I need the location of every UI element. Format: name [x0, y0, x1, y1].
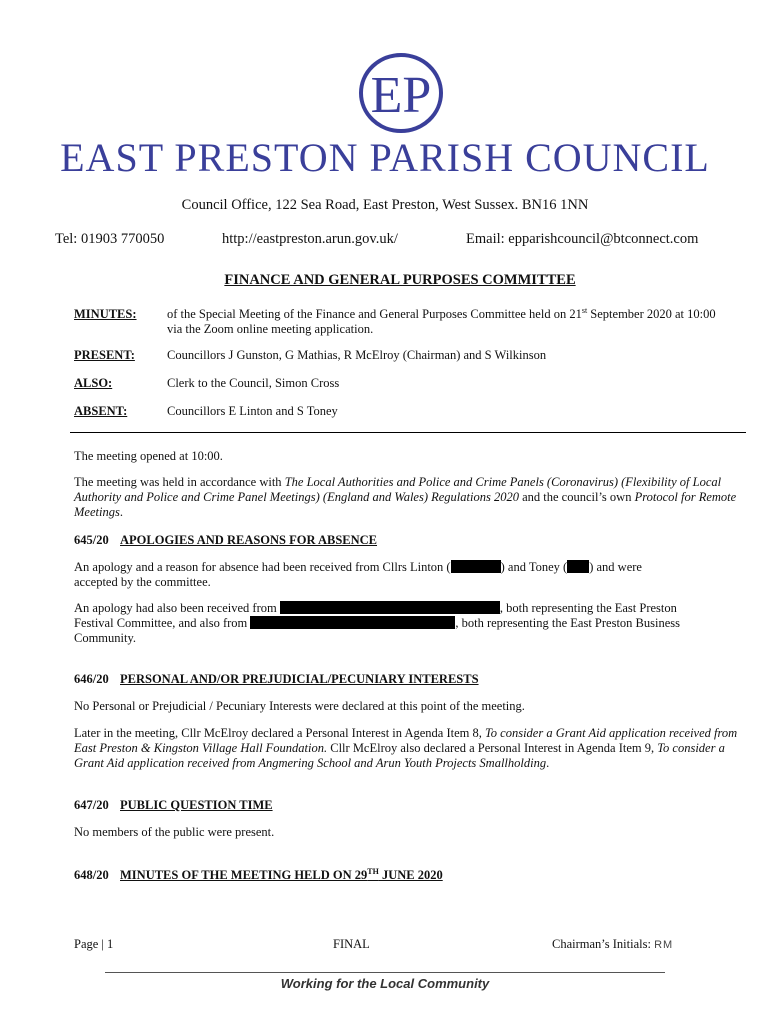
- redaction: [280, 601, 500, 614]
- email-address[interactable]: Email: epparishcouncil@btconnect.com: [466, 231, 699, 247]
- footer-tagline: Working for the Local Community: [280, 976, 490, 991]
- minutes-label: MINUTES:: [74, 307, 137, 321]
- divider: [70, 432, 746, 433]
- redaction: [451, 560, 501, 573]
- document-status: FINAL: [333, 937, 370, 951]
- page-number: Page | 1: [74, 937, 114, 951]
- footer-divider: [105, 972, 665, 973]
- item-646-heading: 646/20 PERSONAL AND/OR PREJUDICIAL/PECUNIARY INTERESTS: [74, 672, 479, 686]
- committee-title: FINANCE AND GENERAL PURPOSES COMMITTEE: [224, 272, 576, 288]
- telephone: Tel: 01903 770050: [55, 231, 165, 247]
- present-value: Councillors J Gunston, G Mathias, R McElroy (Chairman) and S Wilkinson: [167, 348, 547, 362]
- apologies-paragraph-1: An apology and a reason for absence had been received from Cllrs Linton ( ) and Toney ( ) and were accepted by the committee.: [74, 560, 642, 589]
- minutes-value: of the Special Meeting of the Finance and General Purposes Committee held on 21st September 2020 at 10:00 via the Zoom online meeting application.: [167, 305, 716, 336]
- apologies-paragraph-2: An apology had also been received from , both representing the East Preston Festival Committee, and also from , both representing the East Preston Business Community.: [74, 601, 680, 645]
- public-paragraph: No members of the public were present.: [74, 825, 275, 839]
- council-logo: [356, 52, 446, 134]
- redaction: [567, 560, 589, 573]
- absent-value: Councillors E Linton and S Toney: [167, 404, 338, 418]
- website-link[interactable]: http://eastpreston.arun.gov.uk/: [222, 231, 398, 247]
- item-648-heading: 648/20 MINUTES OF THE MEETING HELD ON 29TH JUNE 2020: [74, 866, 443, 882]
- interests-paragraph-1: No Personal or Prejudicial / Pecuniary Interests were declared at this point of the meeting.: [74, 699, 525, 713]
- meeting-held-paragraph: The meeting was held in accordance with The Local Authorities and Police and Crime Panels (Coronavirus) (Flexibility of Local Authority and Police and Crime Panel Meetings) (England and Wales) Regulations 2020 and the council’s own Protocol for Remote Meetings.: [74, 475, 737, 519]
- also-label: ALSO:: [74, 376, 113, 390]
- council-name: EAST PRESTON PARISH COUNCIL: [60, 135, 710, 180]
- absent-label: ABSENT:: [74, 404, 128, 418]
- council-address: Council Office, 122 Sea Road, East Preston, West Sussex. BN16 1NN: [181, 197, 589, 213]
- meeting-opened: The meeting opened at 10:00.: [74, 449, 223, 463]
- present-label: PRESENT:: [74, 348, 135, 362]
- chairman-initials: Chairman’s Initials: RM: [552, 937, 674, 951]
- item-645-heading: 645/20 APOLOGIES AND REASONS FOR ABSENCE: [74, 533, 378, 547]
- item-647-heading: 647/20 PUBLIC QUESTION TIME: [74, 798, 273, 812]
- logo-letters: EP: [370, 67, 432, 124]
- redaction: [250, 616, 455, 629]
- interests-paragraph-2: Later in the meeting, Cllr McElroy declared a Personal Interest in Agenda Item 8, To consider a Grant Aid application received from East Preston & Kingston Village Hall Foundation. Cllr McElroy also declared a Personal Interest in Agenda Item 9, To consider a Grant Aid application received from Angmering School and Arun Youth Projects Smallholding.: [74, 726, 738, 770]
- also-value: Clerk to the Council, Simon Cross: [167, 376, 340, 390]
